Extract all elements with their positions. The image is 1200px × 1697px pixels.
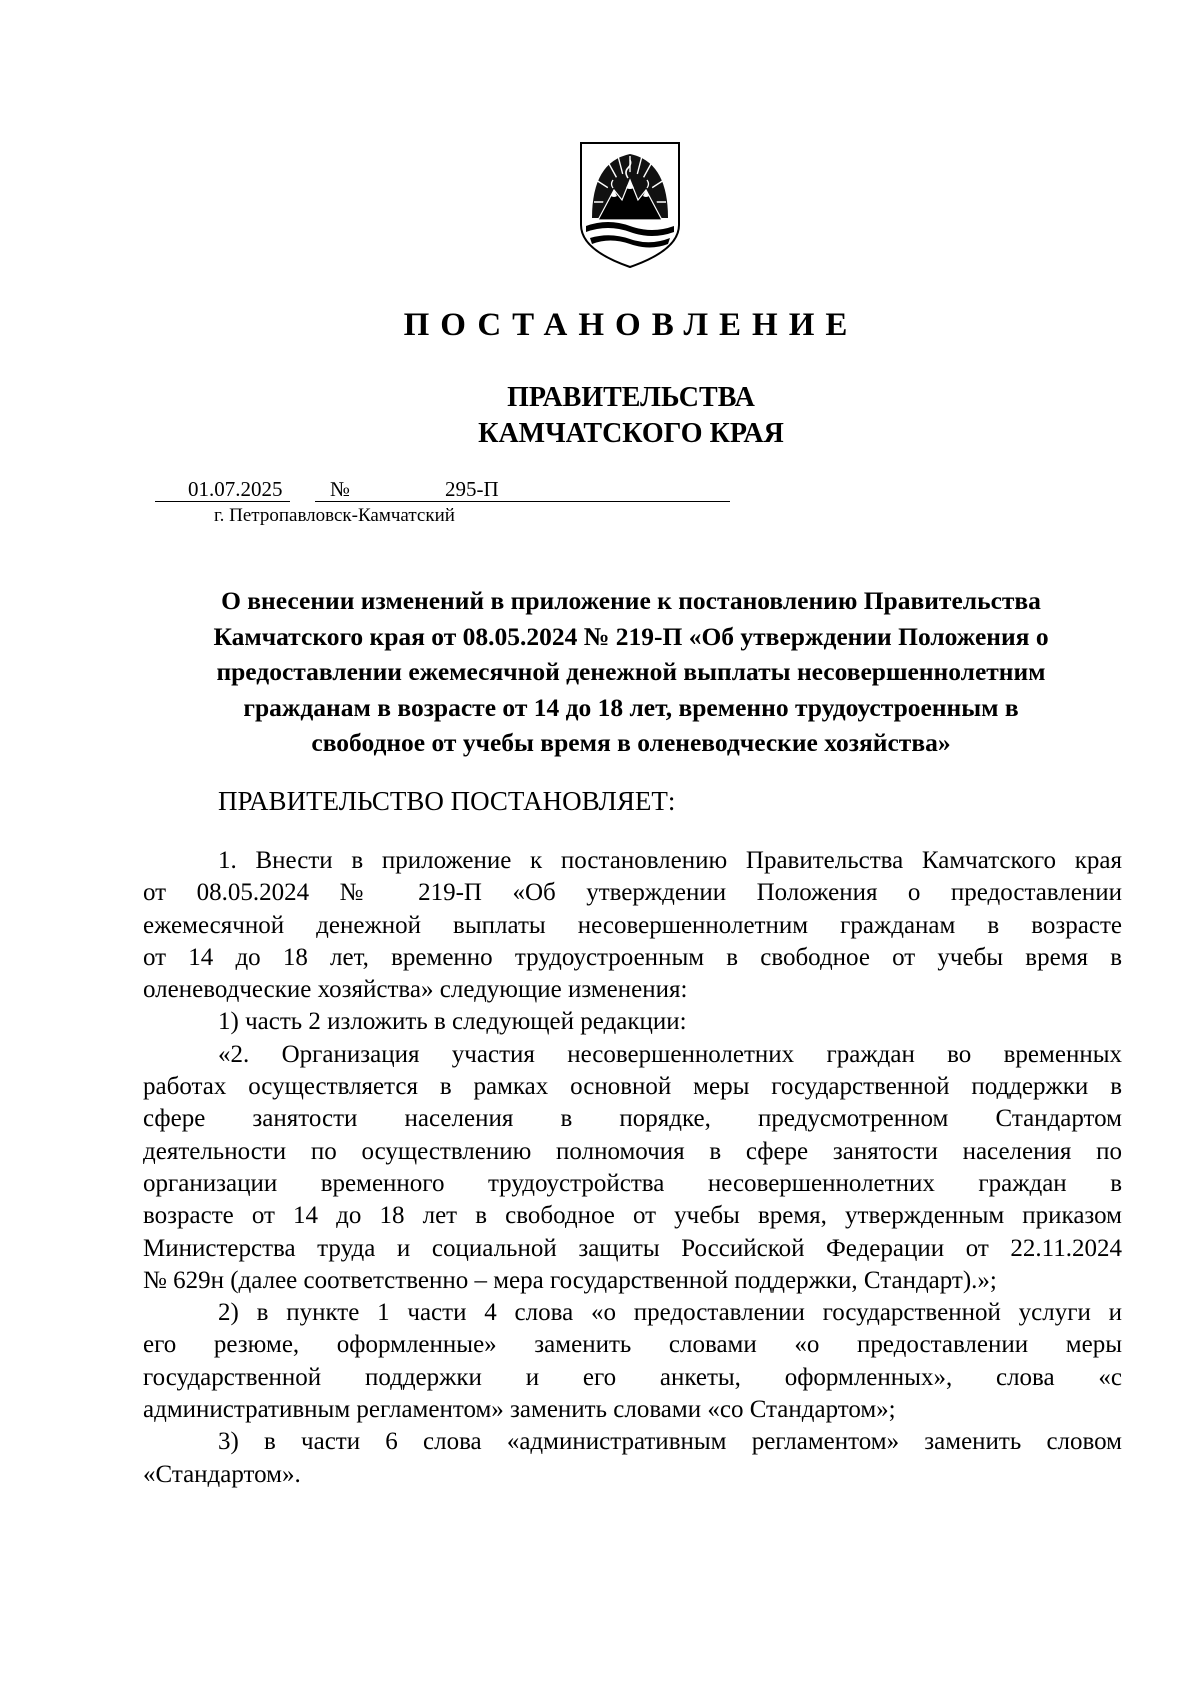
document-number: 295-П <box>445 477 499 501</box>
issuer-line: ПРАВИТЕЛЬСТВА <box>507 382 755 413</box>
heading-line: О внесении изменений в приложение к постановлению Правительства <box>221 586 1041 615</box>
issuer-block <box>0 380 1200 452</box>
body-line: от 08.05.2024 № 219-П «Об утверждении Положения о предоставлении <box>143 879 1122 907</box>
body-line: 1. Внести в приложение к постановлению Правительства Камчатского края <box>218 847 1122 874</box>
body-line: сфере занятости населения в порядке, предусмотренном Стандартом <box>143 1105 1122 1133</box>
body-line: работах осуществляется в рамках основной меры государственной поддержки в <box>143 1073 1122 1101</box>
document-date: 01.07.2025 <box>188 477 283 501</box>
body-line: деятельности по осуществлению полномочия в сфере занятости населения по <box>143 1137 1122 1165</box>
date-number-row <box>155 476 575 504</box>
issuer-line: КАМЧАТСКОГО КРАЯ <box>478 418 784 449</box>
document-type-title: ПОСТАНОВЛЕНИЕ <box>403 307 859 343</box>
body-line: от 14 до 18 лет, временно трудоустроенным в свободное от учебы время в <box>143 943 1122 971</box>
body-line: № 629н (далее соответственно – мера государственной поддержки, Стандарт).»; <box>143 1266 997 1294</box>
body-line: «Стандартом». <box>143 1460 301 1488</box>
body-line: 3) в части 6 слова «административным регламентом» заменить словом <box>218 1428 1122 1456</box>
coat-of-arms-icon <box>578 140 682 270</box>
body-line: административным регламентом» заменить словами «со Стандартом»; <box>143 1396 896 1424</box>
heading-line: предоставлении ежемесячной денежной выплаты несовершеннолетним <box>216 657 1046 686</box>
number-sign: № <box>330 477 351 501</box>
body-line: 1) часть 2 изложить в следующей редакции: <box>218 1008 687 1036</box>
body-line: ежемесячной денежной выплаты несовершеннолетним гражданам в возрасте <box>143 911 1122 939</box>
body-line: «2. Организация участия несовершеннолетних граждан во временных <box>218 1040 1122 1068</box>
body-line: 2) в пункте 1 части 4 слова «о предоставлении государственной услуги и <box>218 1299 1122 1327</box>
heading-line: свободное от учебы время в оленеводческие хозяйства» <box>311 728 951 757</box>
body-line: Министерства труда и социальной защиты Российской Федерации от 22.11.2024 <box>143 1234 1122 1262</box>
body-line: оленеводческие хозяйства» следующие изменения: <box>143 976 688 1004</box>
document-heading <box>130 583 1132 761</box>
decree-phrase: ПРАВИТЕЛЬСТВО ПОСТАНОВЛЯЕТ: <box>218 786 676 816</box>
number-underline <box>315 501 730 502</box>
document-body <box>143 845 1122 1491</box>
heading-line: гражданам в возрасте от 14 до 18 лет, временно трудоустроенным в <box>243 692 1019 722</box>
body-line: государственной поддержки и его анкеты, оформленных», слова «с <box>143 1363 1122 1391</box>
document-city: г. Петропавловск-Камчатский <box>214 505 455 526</box>
body-line: организации временного трудоустройства несовершеннолетних граждан в <box>143 1169 1122 1197</box>
heading-line: Камчатского края от 08.05.2024 № 219-П «Об утверждении Положения о <box>213 621 1049 651</box>
body-line: возрасте от 14 до 18 лет в свободное от учебы время, утвержденным приказом <box>143 1202 1122 1230</box>
body-line: его резюме, оформленные» заменить словами «о предоставлении меры <box>143 1331 1122 1359</box>
